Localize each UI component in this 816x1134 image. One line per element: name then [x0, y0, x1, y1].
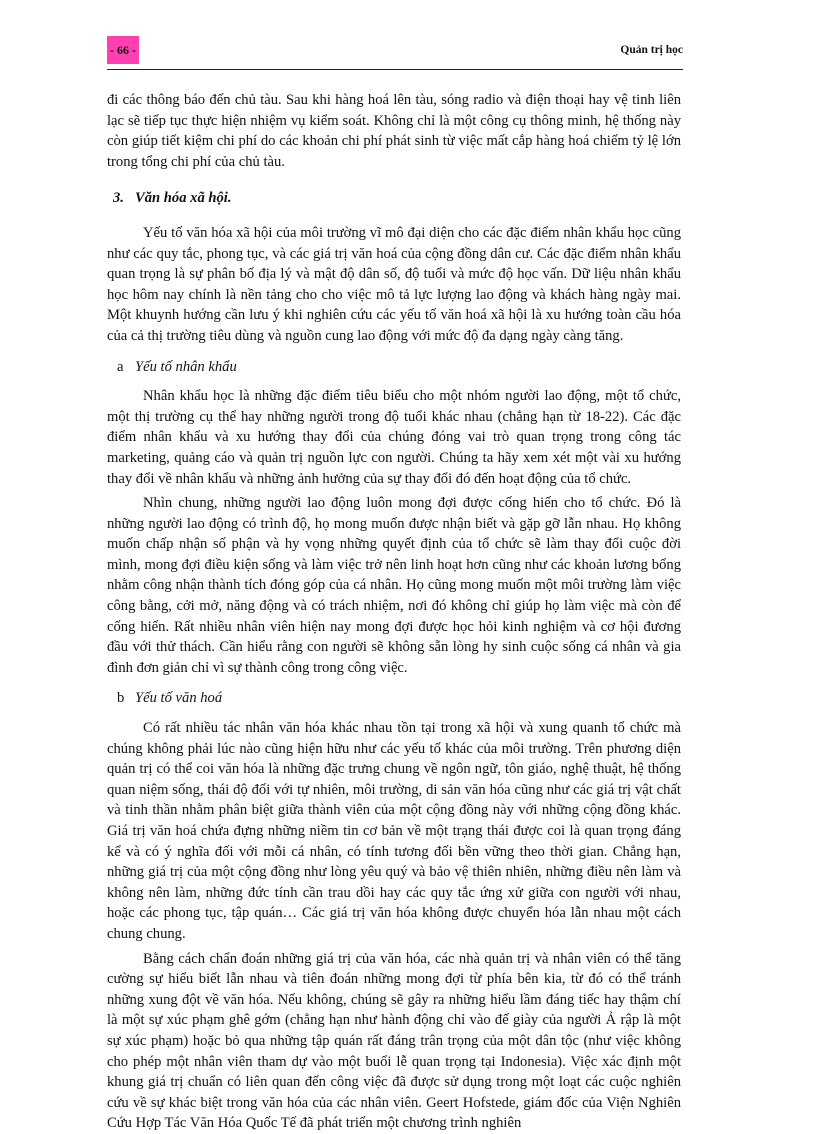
subsection-b-title: Yếu tố văn hoá [135, 690, 223, 707]
page-number: - 66 - [107, 36, 139, 64]
section-3-heading [107, 188, 681, 209]
section-3-paragraph: Yếu tố văn hóa xã hội của môi trường vĩ mô đại diện cho các đặc điểm nhân khẩu học cũng như các quy tắc, phong tục, và các giá trị văn hoá của cộng đồng dân cư. Các đặc điểm nhân khẩu quan trọng là sự phân bố địa lý và mật độ dân số, độ tuổi và mức độ học vấn. Dữ liệu nhân khẩu học hôm nay chính là nền tảng cho cho việc mô tả lực lượng lao động và khách hàng ngày mai. Một khuynh hướng cần lưu ý khi nghiên cứu các yếu tố văn hoá xã hội là xu hướng toàn cầu hóa của cả thị trường tiêu dùng và nguồn cung lao động với mức độ đa dạng ngày càng tăng. [107, 224, 681, 344]
subsection-a-heading [107, 357, 681, 378]
subsection-a-title: Yếu tố nhân khẩu [135, 358, 237, 375]
subsection-b-letter: b [117, 690, 125, 707]
subsection-b-paragraph-1: Có rất nhiều tác nhân văn hóa khác nhau tồn tại trong xã hội và xung quanh tổ chức mà chúng không phải lúc nào cũng hiện hữu như các yếu tố khác của môi trường. Trên phương diện quản trị có thể coi văn hóa là những đặc trưng chung về ngôn ngữ, tôn giáo, nghệ thuật, hệ thống quan niệm sống, thái độ đối với tự nhiên, môi trường, di sản văn hóa cũng như các giá trị vật chất và tinh thần nhằm phân biệt giữa thành viên của một cộng đồng này với những cộng đồng khác. Giá trị văn hoá chứa đựng những niềm tin cơ bản về một trạng thái được coi là quan trọng đáng kể và có ý nghĩa đối với mỗi cá nhân, có tính tương đối bền vững theo thời gian. Chẳng hạn, những giá trị của một cộng đồng như lòng yêu quý và bảo vệ thiên nhiên, những điều nên làm và không nên làm, những đức tính cần trau dồi hay các quy tắc ứng xử giữa con người với nhau, hoặc các phong tục, tập quán… Các giá trị văn hóa không được chuyển hóa lẫn nhau một cách chung chung. [107, 720, 681, 942]
section-3-number: 3. [113, 190, 124, 207]
subsection-b-heading [107, 688, 681, 709]
subsection-a-paragraph-2: Nhìn chung, những người lao động luôn mong đợi được cống hiến cho tổ chức. Đó là những người lao động có trình độ, họ mong muốn được nhận biết và gặp gỡ lẫn nhau. Họ không muốn chấp nhận số phận và hy vọng những quyết định của tổ chức sẽ làm thay đổi cuộc đời mình, mong đợi điều kiện sống và làm việc trở nên linh hoạt hơn cũng như các khoản lương bổng nhằm công nhận thành tích đóng góp của cá nhân. Họ cũng mong muốn một môi trường làm việc công bằng, cởi mở, năng động và có trách nhiệm, nơi đó không chỉ giúp họ làm việc mà còn để cống hiến. Rất nhiều nhân viên hiện nay mong đợi được học hỏi kinh nghiệm và cơ hội đương đầu với thử thách. Cần hiểu rằng con người sẽ không sẵn lòng hy sinh cuộc sống cá nhân và gia đình đơn giản chỉ vì sự thành công trong công việc. [107, 495, 681, 676]
page-content [107, 90, 681, 1134]
header-divider [107, 69, 683, 70]
intro-paragraph: đi các thông báo đến chủ tàu. Sau khi hàng hoá lên tàu, sóng radio và điện thoại hay vệ tinh liên lạc sẽ tiếp tục thực hiện nhiệm vụ kiểm soát. Không chỉ là một công cụ thông minh, hệ thống này còn giúp tiết kiệm chi phí do các khoản chi phí phát sinh từ việc mất cắp hàng hoá chiếm tỷ lệ lớn trong tổng chi phí của chủ tàu. [107, 92, 681, 170]
subsection-a-letter: a [117, 358, 124, 375]
running-title: Quản trị học [620, 44, 683, 56]
section-3-title: Văn hóa xã hội. [135, 190, 232, 207]
subsection-b-paragraph-2: Bằng cách chẩn đoán những giá trị của văn hóa, các nhà quản trị và nhân viên có thể tăng cường sự hiểu biết lẫn nhau và tiên đoán những mong đợi từ phía bên kia, từ đó có thể tránh những xung đột về văn hóa. Nếu không, chúng sẽ gây ra những hiểu lầm đáng tiếc hay thậm chí là một sự xúc phạm ghê gớm (chẳng hạn như hành động chỉ vào đế giày của người Ả rập là một sự xúc phạm) hoặc bỏ qua những tập quán rất đáng trân trọng của một dân tộc (như việc không cho phép một nhân viên tham dự vào một buổi lễ quan trọng tại Indonesia). Việc xác định một khung giá trị chuẩn có liên quan đến công việc đã được sử dụng trong một loạt các cuộc nghiên cứu về sự khác biệt trong văn hóa của các nhân viên. Geert Hofstede, giám đốc của Viện Nghiên Cứu Hợp Tác Văn Hóa Quốc Tế đã phát triển một chương trình nghiên [107, 950, 681, 1132]
page-header [107, 36, 683, 64]
subsection-a-paragraph-1: Nhân khẩu học là những đặc điểm tiêu biểu cho một nhóm người lao động, một tổ chức, một thị trường cụ thể hay những người trong độ tuổi khác nhau (chẳng hạn từ 18-22). Các đặc điểm nhân khẩu và xu hướng thay đổi của chúng đóng vai trò quan trọng trong công tác marketing, quảng cáo và quản trị nguồn lực con người. Chúng ta hãy xem xét một vài xu hướng thay đổi về nhân khẩu và những ảnh hưởng của sự thay đổi đó đến hoạt động của tổ chức. [107, 388, 681, 487]
